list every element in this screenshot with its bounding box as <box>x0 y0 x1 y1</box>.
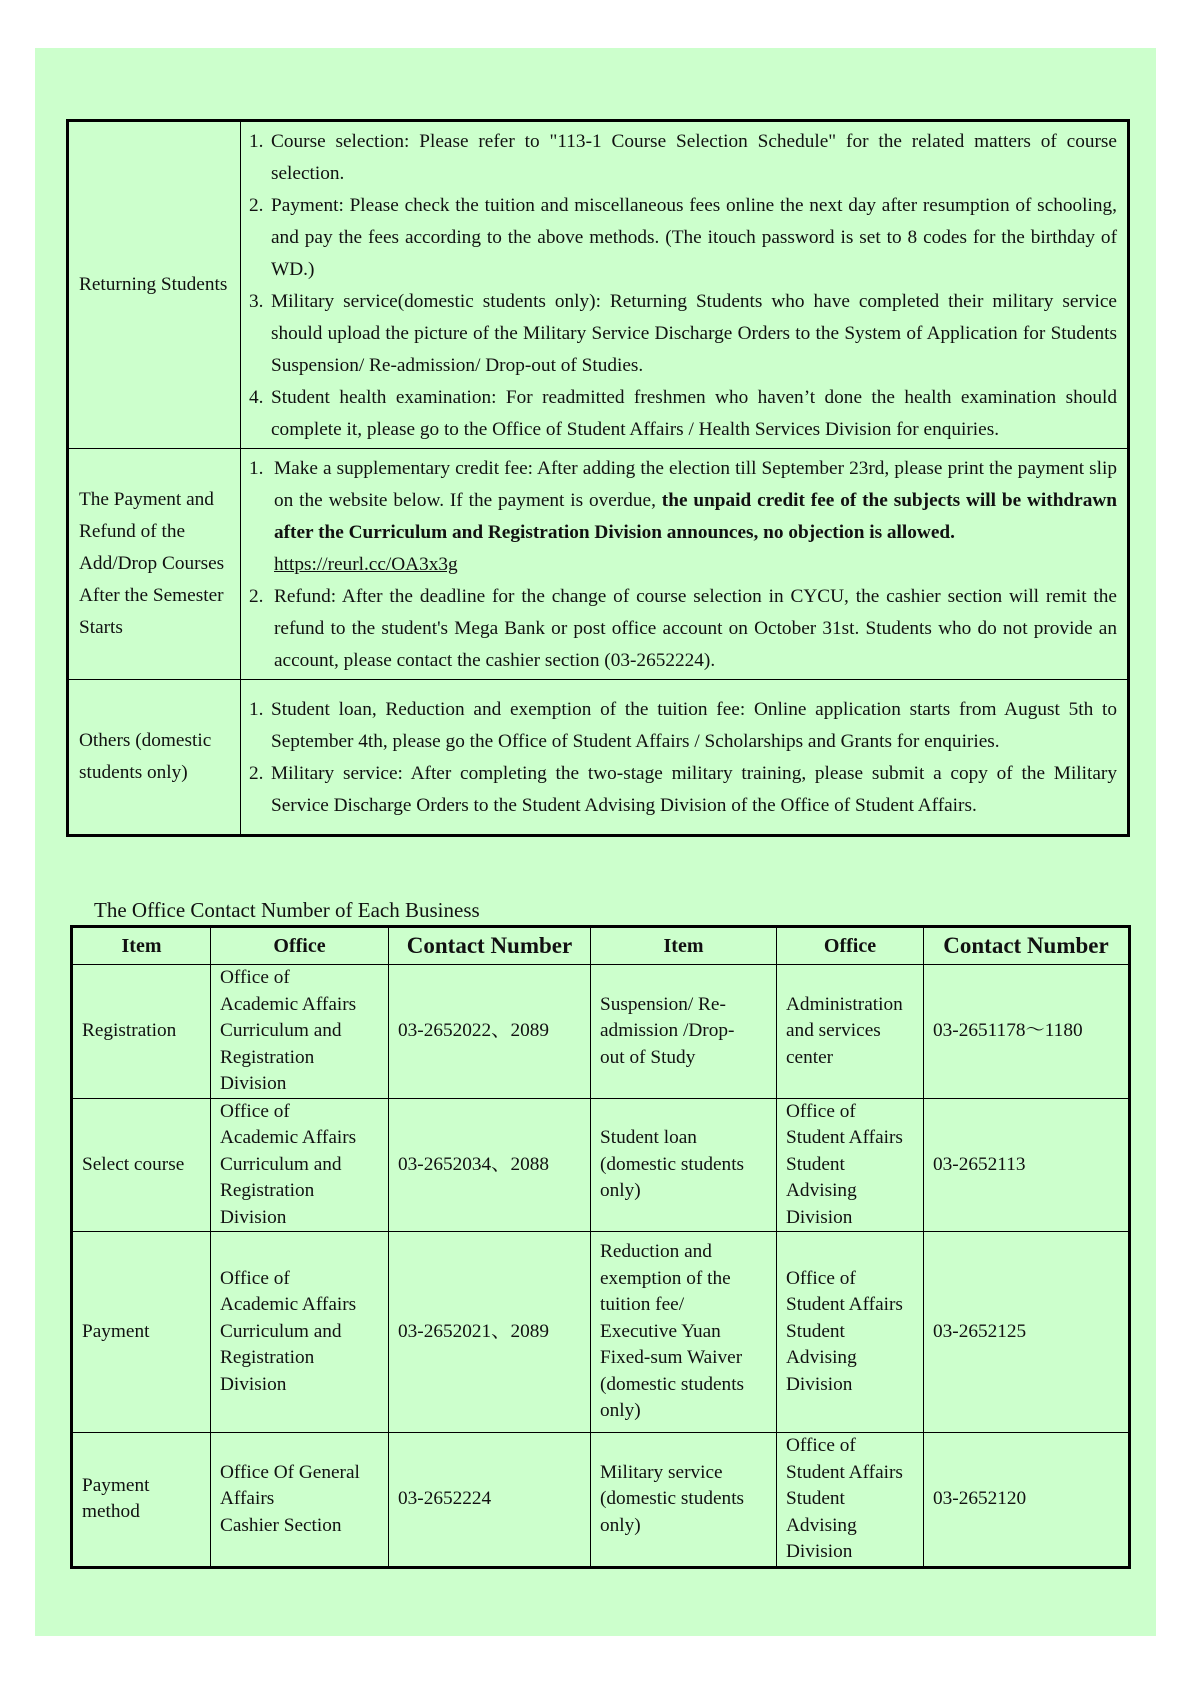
office-line: center <box>786 1046 834 1068</box>
column-header-item: Item <box>591 927 777 965</box>
item-number: 3. <box>249 291 264 312</box>
item-number: 2. <box>249 763 264 784</box>
item-number: 4. <box>249 387 264 408</box>
item-bold-warning: the unpaid credit fee of the subjects will be withdrawn after the Curriculum and Registration Division announces, no objection is allowed. <box>274 490 1117 543</box>
office-line: Office of <box>220 1267 290 1289</box>
contact-table <box>70 925 1131 1569</box>
info-row-returning-students <box>68 121 1129 449</box>
list-item <box>249 190 1117 286</box>
contact-row-select-course <box>72 1098 1130 1232</box>
item-line: Payment <box>82 1474 150 1496</box>
office-line: Division <box>220 1206 287 1228</box>
office-cell <box>211 1098 389 1232</box>
office-line: Academic Affairs <box>220 993 357 1015</box>
list-item <box>249 758 1117 822</box>
office-line: Office of <box>786 1267 856 1289</box>
office-cell <box>777 1098 924 1232</box>
row-content <box>241 449 1129 680</box>
list-item <box>249 286 1117 382</box>
item-cell: Select course <box>72 1098 211 1232</box>
item-cell <box>591 1098 777 1232</box>
item-list <box>249 453 1117 677</box>
office-line: Student <box>786 1320 845 1342</box>
office-line: Office Of General <box>220 1461 360 1483</box>
office-line: Division <box>786 1541 853 1562</box>
office-line: Division <box>220 1373 287 1395</box>
payment-slip-link[interactable]: https://reurl.cc/OA3x3g <box>274 554 458 575</box>
list-item <box>249 694 1117 758</box>
contact-row-payment-method <box>72 1433 1130 1568</box>
contact-section-title: The Office Contact Number of Each Business <box>94 898 480 922</box>
item-text: Student loan, Reduction and exemption of the tuition fee: Online application starts from August 5th to September 4th, please go the Office of Student Affairs / Scholarships and Grants for enquiries. <box>271 699 1117 752</box>
row-label: Others (domestic students only) <box>68 680 241 836</box>
item-cell <box>591 1433 777 1568</box>
item-line: Suspension/ Re- <box>600 993 726 1015</box>
office-line: Curriculum and <box>220 1320 342 1342</box>
item-line: only) <box>600 1180 641 1201</box>
office-cell <box>777 965 924 1099</box>
office-line: Student Affairs <box>786 1294 903 1316</box>
office-line: Curriculum and <box>220 1153 342 1175</box>
item-list <box>249 126 1117 446</box>
office-line: and services <box>786 1020 881 1041</box>
item-number: 1. <box>249 699 264 720</box>
office-line: Advising <box>786 1514 857 1536</box>
column-header-office: Office <box>211 927 389 965</box>
item-line: Military service <box>600 1461 723 1483</box>
office-line: Registration <box>220 1046 315 1068</box>
item-number: 1. <box>249 458 264 479</box>
row-label: Returning Students <box>68 121 241 449</box>
item-list <box>249 694 1117 822</box>
item-text: Make a supplementary credit fee: After adding the election till September 23rd, please print the payment slip on the website below. If the payment is overdue, <box>274 458 1117 511</box>
office-line: Advising <box>786 1180 857 1201</box>
contact-number-cell: 03-2651178～1180 <box>924 965 1130 1099</box>
item-text: Payment: Please check the tuition and miscellaneous fees online the next day after resumption of schooling, and pay the fees according to the above methods. (The itouch password is set to 8 codes for the birthday of WD.) <box>271 195 1117 280</box>
item-line: out of Study <box>600 1046 696 1068</box>
item-line: method <box>82 1501 140 1523</box>
office-line: Academic Affairs <box>220 1127 357 1148</box>
item-text-block <box>274 453 1117 581</box>
item-line: Fixed-sum Waiver <box>600 1347 743 1369</box>
office-line: Student Affairs <box>786 1127 903 1148</box>
item-text: Military service: After completing the two-stage military training, please submit a copy of the Military Service Discharge Orders to the Student Advising Division of the Office of Student Affairs. <box>271 763 1117 816</box>
contact-number-cell: 03-2652113 <box>924 1098 1130 1232</box>
office-line: Office of <box>220 967 290 988</box>
item-line: admission /Drop- <box>600 1020 735 1041</box>
office-line: Division <box>786 1206 853 1228</box>
office-cell <box>211 1433 389 1568</box>
contact-number-cell: 03-2652125 <box>924 1232 1130 1433</box>
info-row-others <box>68 680 1129 836</box>
office-line: Student Affairs <box>786 1461 903 1483</box>
item-line: (domestic students <box>600 1153 745 1175</box>
column-header-contact-number: Contact Number <box>924 927 1130 965</box>
office-cell <box>777 1232 924 1433</box>
office-line: Administration <box>786 993 903 1015</box>
item-line: only) <box>600 1400 641 1422</box>
item-cell <box>591 965 777 1099</box>
office-line: Office of <box>786 1435 856 1456</box>
row-label: The Payment and Refund of the Add/Drop Courses After the Semester Starts <box>68 449 241 680</box>
office-line: Academic Affairs <box>220 1294 357 1316</box>
list-item <box>249 126 1117 190</box>
item-number: 2. <box>249 195 264 216</box>
item-line: Reduction and <box>600 1241 712 1263</box>
office-line: Division <box>786 1373 853 1395</box>
item-line: tuition fee/ <box>600 1294 685 1316</box>
item-text: Military service(domestic students only): Returning Students who have completed their military service should upload the picture of the Military Service Discharge Orders to the System of Application for Students Suspension/ Re-admission/ Drop-out of Studies. <box>271 291 1117 376</box>
office-line: Registration <box>220 1180 315 1201</box>
contact-row-payment <box>72 1232 1130 1433</box>
item-line: Executive Yuan <box>600 1320 721 1342</box>
contact-header-row <box>72 927 1130 965</box>
item-number: 1. <box>249 131 264 152</box>
office-line: Affairs <box>220 1488 275 1509</box>
contact-number-cell: 03-2652034、2088 <box>389 1098 591 1232</box>
office-line: Registration <box>220 1347 315 1369</box>
contact-number-cell: 03-2652022、2089 <box>389 965 591 1099</box>
contact-number-cell: 03-2652224 <box>389 1433 591 1568</box>
office-line: Student <box>786 1153 845 1175</box>
office-line: Cashier Section <box>220 1514 342 1536</box>
column-header-office: Office <box>777 927 924 965</box>
column-header-contact-number: Contact Number <box>389 927 591 965</box>
list-item <box>249 382 1117 446</box>
item-line: only) <box>600 1514 641 1536</box>
office-line: Office of <box>220 1100 290 1122</box>
office-line: Curriculum and <box>220 1020 342 1041</box>
item-line: (domestic students <box>600 1488 745 1509</box>
office-line: Advising <box>786 1347 857 1369</box>
row-content <box>241 121 1129 449</box>
item-text: Refund: After the deadline for the change of course selection in CYCU, the cashier section will remit the refund to the student's Mega Bank or post office account on October 31st. Students who do not provide an account, please contact the cashier section (03-2652224). <box>274 586 1117 671</box>
row-content <box>241 680 1129 836</box>
office-cell <box>777 1433 924 1568</box>
office-line: Division <box>220 1073 287 1094</box>
office-line: Student <box>786 1488 845 1509</box>
item-number: 2. <box>249 586 264 607</box>
item-cell <box>591 1232 777 1433</box>
column-header-item: Item <box>72 927 211 965</box>
office-cell <box>211 1232 389 1433</box>
office-line: Office of <box>786 1100 856 1122</box>
item-text: Student health examination: For readmitted freshmen who haven’t done the health examination should complete it, please go to the Office of Student Affairs / Health Services Division for enquiries. <box>271 387 1117 440</box>
info-table <box>66 119 1130 837</box>
item-line: Student loan <box>600 1127 697 1148</box>
contact-number-cell: 03-2652021、2089 <box>389 1232 591 1433</box>
contact-number-cell: 03-2652120 <box>924 1433 1130 1568</box>
item-cell: Payment <box>72 1232 211 1433</box>
list-item <box>249 581 1117 677</box>
list-item <box>249 453 1117 581</box>
item-cell: Registration <box>72 965 211 1099</box>
contact-row-registration <box>72 965 1130 1099</box>
item-line: (domestic students <box>600 1373 745 1395</box>
item-text: Course selection: Please refer to "113-1 Course Selection Schedule" for the related matters of course selection. <box>271 131 1117 184</box>
info-row-payment-refund <box>68 449 1129 680</box>
item-line: exemption of the <box>600 1267 731 1289</box>
item-cell <box>72 1433 211 1568</box>
office-cell <box>211 965 389 1099</box>
